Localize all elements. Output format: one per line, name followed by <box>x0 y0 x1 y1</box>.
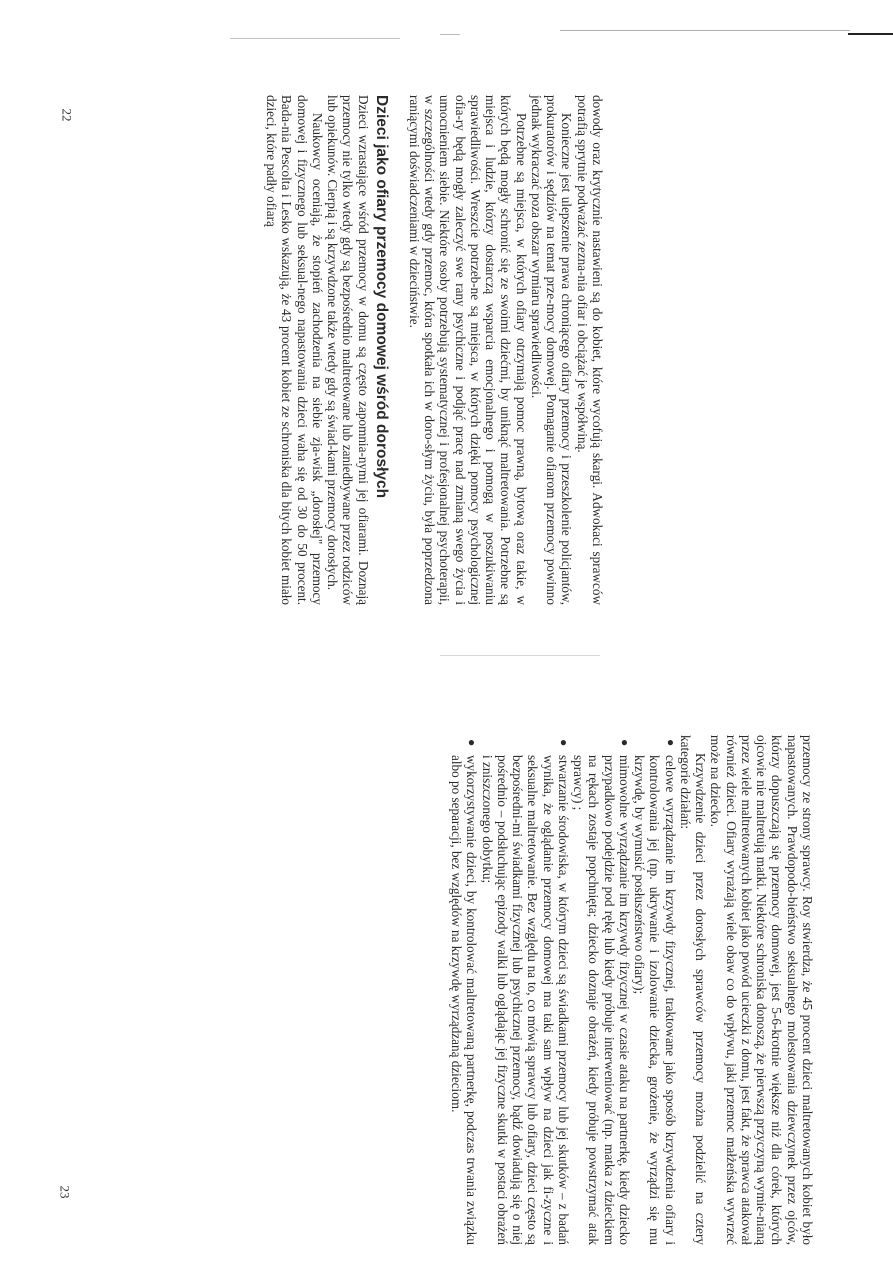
bullet-icon: ● <box>557 739 571 747</box>
bullet-list <box>449 735 678 1245</box>
scan-artifact-line <box>440 655 600 656</box>
bullet-icon: ● <box>465 739 480 747</box>
paragraph: Krzywdzenie dzieci przez dorosłych sprawców przemocy można podzielić na cztery kategorie działań: <box>678 735 709 1245</box>
page-22 <box>264 95 605 605</box>
list-item <box>480 735 572 1245</box>
list-item <box>632 735 678 1245</box>
paragraph: Naukowcy oceniają, że stopień zachodzenia na siebie zja-wisk „dorosłej" przemocy domowej i fizycznego lub seksual-nego napastowania dzieci waha się od 30 do 50 procent. Bada-nia Pescolta i Lesko wskazują, że 43 procent kobiet ze schroniska dla bitych kobiet miało dzieci, które padły ofiarą <box>264 95 325 605</box>
spacer <box>398 95 407 605</box>
paragraph: dowody oraz krytycznie nastawieni są do kobiet, które wycofują skargi. Adwokaci sprawców potrafią sprytnie podważać zezna-nia ofiar i obciążać je współwiną. <box>574 95 605 605</box>
bullet-icon: ● <box>618 739 632 747</box>
list-item-text: mimowolne wyrządzanie im krzywdy fizycznej w czasie ataku na partnerkę, kiedy dziecko przypadkowo podejdzie pod rękę lub kiedy próbuje interweniować (np. matka z dzieckiem na rękach zostaje popchnięta; dziecko doznaje obrażeń, kiedy próbuje powstrzymać atak sprawcy) ; <box>571 755 632 1245</box>
page-number: 22 <box>59 108 75 122</box>
scan-artifact-line <box>440 34 460 35</box>
list-item-text: stwarzanie środowiska, w którym dzieci są świadkami przemocy lub jej skutków – z badań wynika, że oglądanie przemocy domowej ma taki sam wpływ na dzieci jak fi-zyczne i seksualne maltretowanie. Bez względu na to, co mówią sprawcy lub ofiary, dzieci często są bezpośredni-mi świadkami fizycznej lub psychicznej przemocy, bądź dowiadują się o niej pośrednio – podsłuchując epizody walki lub oglądając jej fizyczne skutki w postaci obrażeń i zniszczonego dobytku; <box>479 755 571 1245</box>
paragraph: Konieczne jest ulepszenie prawa chroniącego ofiary przemocy i przeszkolenie policjantów, prokuratorów i sędziów na temat prze-mocy domowej. Pomaganie ofiarom przemocy powinno jednak wykraczać poza obszar wymiaru sprawiedliwości. <box>529 95 575 605</box>
page-23 <box>449 735 815 1245</box>
scan-artifact-line <box>848 33 893 35</box>
paragraph: Potrzebne są miejsca, w których ofiary otrzymają pomoc prawną, bytową oraz takie, w których będą mogły schronić się ze swoimi dziećmi, by uniknąć maltretowania. Potrzebne są miejsca i ludzie, którzy dostarczą wsparcia emocjonalnego i pomogą w poszukiwaniu sprawiedliwości. Wreszcie potrzeb-ne są miejsca, w których dzięki pomocy psychologicznej ofia-ry będą mogły zaleczyć swe rany psychiczne i podjąć pracę nad zmianą swego życia i umocnieniem siebie. Niektóre osoby potrzebują systematycznej i profesjonalnej psychoterapii, w szczególności wtedy gdy przemoc, która spotkała ich w doro-słym życiu, była poprzedzona raniącymi doświadczeniami w dzieciństwie. <box>407 95 529 605</box>
list-item-text: celowe wyrządzanie im krzywdy fizycznej, traktowane jako sposób krzywdzenia ofiary i kontrolowania jej (np. ukrywanie i izolowanie dziecka, grożenie, że wyrządzi się mu krzywdę, by wymusić posłuszeństwo ofiary); <box>632 755 678 1245</box>
list-item <box>571 735 632 1245</box>
page-number: 23 <box>57 1185 73 1199</box>
bullet-icon: ● <box>663 739 678 747</box>
scan-artifact-line <box>560 30 850 31</box>
section-heading: Dzieci jako ofiary przemocy domowej wśród dorosłych <box>372 95 390 499</box>
scan-artifact-line <box>230 38 400 39</box>
list-item-text: wykorzystywanie dzieci, by kontrolować maltretowaną partnerkę, podczas trwania związku albo po separacji, bez względów na krzywdę wyrządzaną dzieciom. <box>449 755 480 1245</box>
paragraph: Dzieci wzrastające wśród przemocy w domu są często zapomnia-nymi jej ofiarami. Doznają przemocy nie tylko wtedy gdy są bezpośrednio maltretowane lub zaniedbywane przez rodziców lub opiekunów. Cierpią i są krzywdzone także wtedy gdy są świad-kami przemocy dorosłych. <box>325 95 371 605</box>
list-item <box>449 735 480 1245</box>
paragraph: przemocy ze strony sprawcy. Roy stwierdza, że 45 procent dzieci maltretowanych kobiet było napastowanych. Prawdopodo-bieństwo seksualnego molestowania dziewczynek przez ojców, którzy dopuszczają się przemocy domowej, jest 5-6-krotnie większe niż dla córek, których ojcowie nie maltretują matki. Niektóre schroniska donoszą, że pierwszą przyczyną wymie-nianą przez wiele maltretowanych kobiet jako powód ucieczki z domu, jest fakt, że sprawca atakował również dzieci. Ofiary wyrażają wiele obaw co do wpływu, jaki przemoc małżeńska wywrzeć może na dziecko. <box>708 735 815 1245</box>
